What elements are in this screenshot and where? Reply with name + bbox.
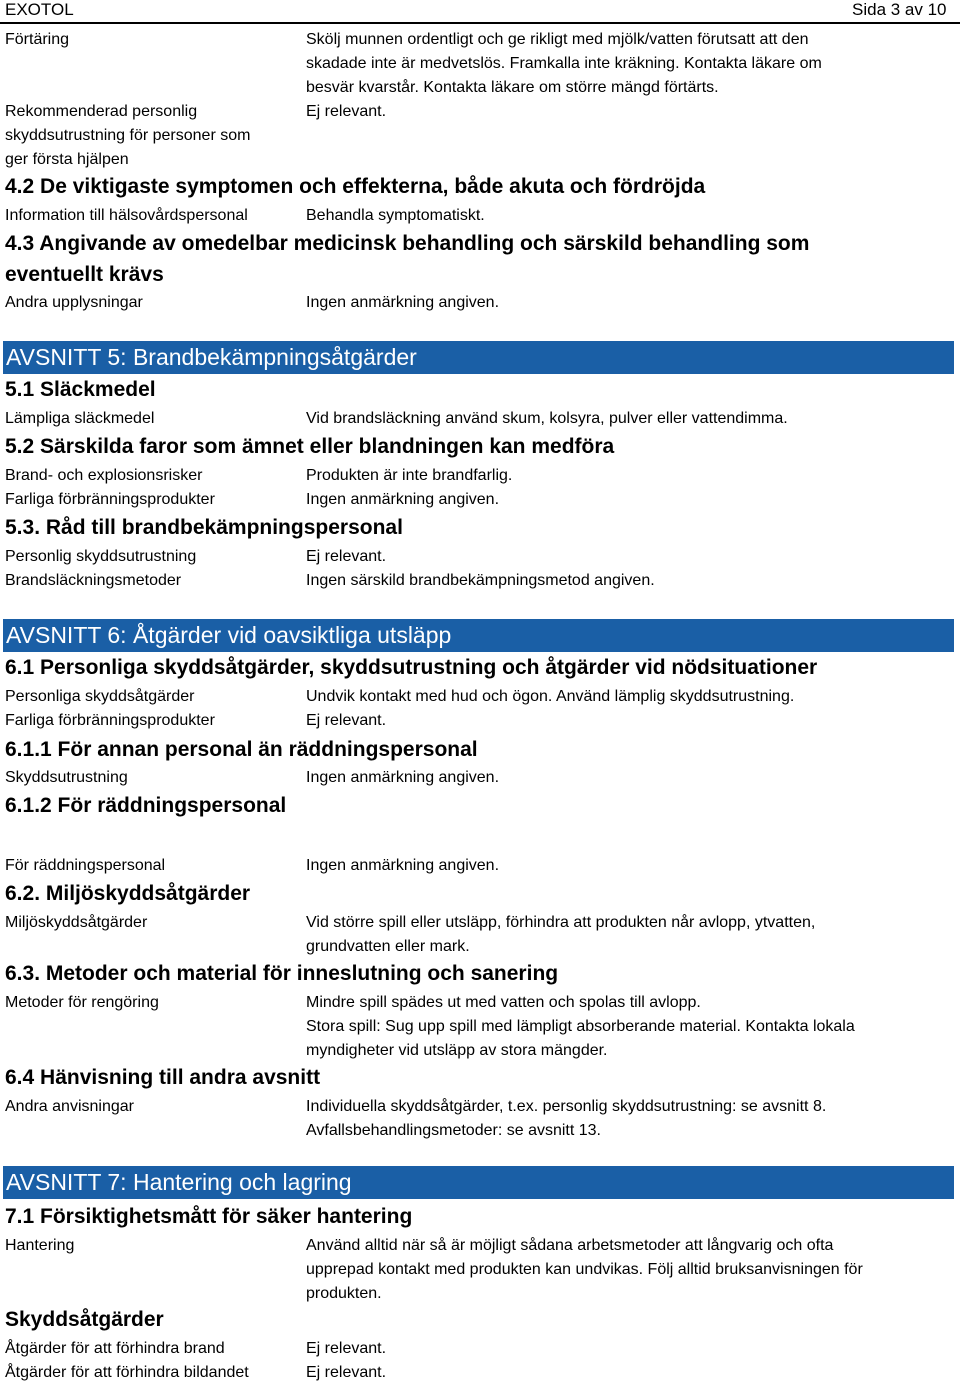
company-name: EXOTOL: [5, 0, 74, 19]
rescue-personnel-label: För räddningspersonal: [5, 857, 166, 874]
heading-6-1-1: 6.1.1 För annan personal än räddningspersonal: [5, 738, 478, 761]
heading-4-3-line-1: 4.3 Angivande av omedelbar medicinsk behandling och särskild behandling som: [5, 232, 810, 255]
first-aid-ppe-label-1: Rekommenderad personlig: [5, 103, 198, 120]
heading-6-1-2: 6.1.2 För räddningspersonal: [5, 794, 287, 817]
heading-5-2: 5.2 Särskilda faror som ämnet eller blandningen kan medföra: [5, 435, 615, 458]
section-5-title: AVSNITT 5: Brandbekämpningsåtgärder: [3, 341, 954, 374]
header-divider: [0, 22, 960, 24]
firefighting-method-value: Ingen särskild brandbekämpningsmetod angiven.: [306, 572, 655, 589]
heading-6-2: 6.2. Miljöskyddsåtgärder: [5, 882, 251, 905]
fire-risk-value: Produkten är inte brandfarlig.: [306, 467, 513, 484]
page-number: Sida 3 av 10: [852, 0, 947, 19]
handling-line-1: Använd alltid när så är möjligt sådana arbetsmetoder att långvarig och ofta: [306, 1237, 834, 1254]
personal-precautions-label: Personliga skyddsåtgärder: [5, 688, 195, 705]
protective-equipment-value: Ej relevant.: [306, 548, 387, 565]
combustion-products-label: Farliga förbränningsprodukter: [5, 491, 215, 508]
formation-prevention-value: Ej relevant.: [306, 1364, 387, 1381]
other-references-line-1: Individuella skyddsåtgärder, t.ex. personlig skyddsutrustning: se avsnitt 8.: [306, 1098, 827, 1115]
safety-equipment-value: Ingen anmärkning angiven.: [306, 769, 500, 786]
heading-protective-measures: Skyddsåtgärder: [5, 1308, 164, 1331]
s6-combustion-products-value: Ej relevant.: [306, 712, 387, 729]
handling-line-3: produkten.: [306, 1285, 382, 1302]
fire-prevention-value: Ej relevant.: [306, 1340, 387, 1357]
ingestion-line-2: skadade inte är medvetslös. Framkalla inte kräkning. Kontakta läkare om: [306, 55, 822, 72]
other-references-line-2: Avfallsbehandlingsmetoder: se avsnitt 13.: [306, 1122, 601, 1139]
first-aid-ppe-label-2: skyddsutrustning för personer som: [5, 127, 251, 144]
heading-4-2: 4.2 De viktigaste symptomen och effekterna, både akuta och fördröjda: [5, 175, 706, 198]
ingestion-line-1: Skölj munnen ordentligt och ge rikligt med mjölk/vatten förutsatt att den: [306, 31, 809, 48]
first-aid-ppe-label-3: ger första hjälpen: [5, 151, 129, 168]
other-references-label: Andra anvisningar: [5, 1098, 134, 1115]
cleaning-methods-label: Metoder för rengöring: [5, 994, 159, 1011]
firefighting-method-label: Brandsläckningsmetoder: [5, 572, 182, 589]
heading-4-3-line-2: eventuellt krävs: [5, 263, 164, 286]
section-7-title: AVSNITT 7: Hantering och lagring: [3, 1166, 954, 1199]
environmental-line-1: Vid större spill eller utsläpp, förhindra att produkten når avlopp, ytvatten,: [306, 914, 816, 931]
other-info-label: Andra upplysningar: [5, 294, 143, 311]
rescue-personnel-value: Ingen anmärkning angiven.: [306, 857, 500, 874]
combustion-products-value: Ingen anmärkning angiven.: [306, 491, 500, 508]
ingestion-label: Förtäring: [5, 31, 70, 48]
environmental-label: Miljöskyddsåtgärder: [5, 914, 148, 931]
heading-5-3: 5.3. Råd till brandbekämpningspersonal: [5, 516, 403, 539]
heading-6-3: 6.3. Metoder och material för inneslutning och sanering: [5, 962, 559, 985]
other-info-value: Ingen anmärkning angiven.: [306, 294, 500, 311]
heading-5-1: 5.1 Släckmedel: [5, 378, 156, 401]
cleaning-line-1: Mindre spill spädes ut med vatten och spolas till avlopp.: [306, 994, 701, 1011]
heading-7-1: 7.1 Försiktighetsmått för säker hantering: [5, 1205, 413, 1228]
fire-prevention-label: Åtgärder för att förhindra brand: [5, 1340, 225, 1357]
health-info-value: Behandla symptomatiskt.: [306, 207, 485, 224]
heading-6-1: 6.1 Personliga skyddsåtgärder, skyddsutrustning och åtgärder vid nödsituationer: [5, 656, 818, 679]
ingestion-line-3: besvär kvarstår. Kontakta läkare om större mängd förtärts.: [306, 79, 719, 96]
s6-combustion-products-label: Farliga förbränningsprodukter: [5, 712, 215, 729]
section-6-title: AVSNITT 6: Åtgärder vid oavsiktliga utsläpp: [3, 619, 954, 652]
health-info-label: Information till hälsovårdspersonal: [5, 207, 248, 224]
fire-risk-label: Brand- och explosionsrisker: [5, 467, 203, 484]
handling-line-2: upprepad kontakt med produkten kan undvikas. Följ alltid bruksanvisningen för: [306, 1261, 863, 1278]
cleaning-line-2: Stora spill: Sug upp spill med lämpligt absorberande material. Kontakta lokala: [306, 1018, 855, 1035]
extinguishing-media-value: Vid brandsläckning använd skum, kolsyra, pulver eller vattendimma.: [306, 410, 788, 427]
formation-prevention-label: Åtgärder för att förhindra bildandet: [5, 1364, 249, 1381]
personal-precautions-value: Undvik kontakt med hud och ögon. Använd lämplig skyddsutrustning.: [306, 688, 795, 705]
protective-equipment-label: Personlig skyddsutrustning: [5, 548, 197, 565]
cleaning-line-3: myndigheter vid utsläpp av stora mängder.: [306, 1042, 608, 1059]
handling-label: Hantering: [5, 1237, 75, 1254]
first-aid-ppe-value: Ej relevant.: [306, 103, 387, 120]
heading-6-4: 6.4 Hänvisning till andra avsnitt: [5, 1066, 321, 1089]
safety-equipment-label: Skyddsutrustning: [5, 769, 128, 786]
extinguishing-media-label: Lämpliga släckmedel: [5, 410, 155, 427]
environmental-line-2: grundvatten eller mark.: [306, 938, 470, 955]
